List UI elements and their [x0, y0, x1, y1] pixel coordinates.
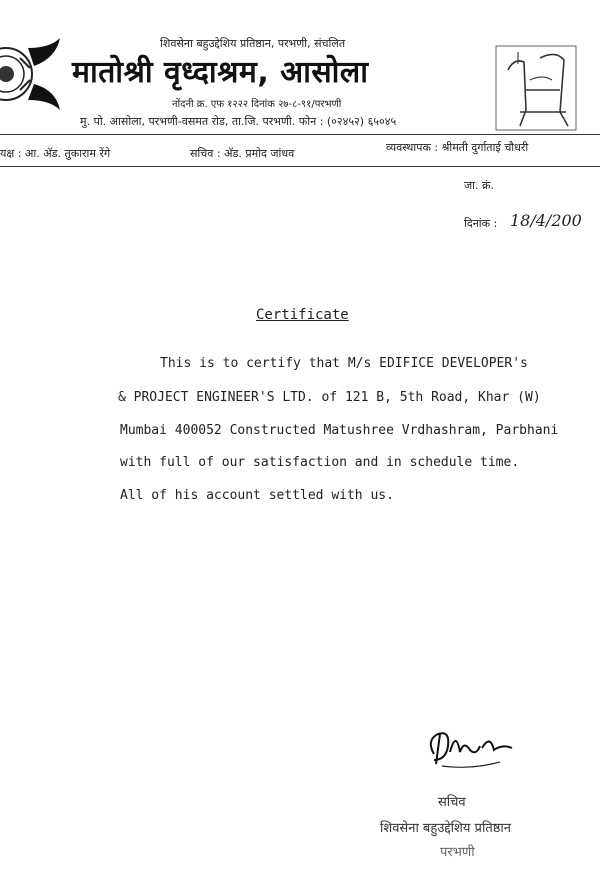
certificate-line-4: with full of our satisfaction and in schedule time. [120, 455, 520, 470]
signatory-org: शिवसेना बहुउद्देशिय प्रतिष्ठान [380, 821, 511, 836]
certificate-line-1: This is to certify that M/s EDIFICE DEVELOPER's [160, 356, 528, 371]
registration-line: नोंदनी क्र. एफ १२२२ दिनांक २७-८-९१/परभणी [172, 99, 342, 110]
header-divider-bottom [0, 166, 600, 167]
reference-label: जा. क्रं. [464, 179, 494, 192]
president-label: यक्ष : आ. अ‍ॅड. तुकाराम रेंगे [0, 147, 111, 160]
certificate-heading: Certificate [256, 307, 349, 323]
signatory-city: परभणी [440, 845, 475, 860]
signatory-role: सचिव [438, 795, 466, 810]
date-value: 18/4/200 [510, 211, 582, 230]
org-title: मातोश्री वृध्दाश्रम, आसोला [72, 55, 369, 90]
header-divider-top [0, 134, 600, 135]
secretary-label: सचिव : अ‍ॅड. प्रमोद जांधव [190, 147, 295, 160]
manager-label: व्यवस्थापक : श्रीमती दुर्गाताई चौधरी [386, 141, 529, 154]
certificate-line-2: & PROJECT ENGINEER'S LTD. of 121 B, 5th Road, Khar (W) [118, 390, 541, 405]
emblem-logo [0, 28, 62, 128]
certificate-line-5: All of his account settled with us. [120, 488, 394, 503]
address-line: मु. पो. आसोला, परभणी-वसमत रोड, ता.जि. परभणी. फोन : (०२४५२) ६५०४५ [80, 115, 397, 128]
chair-sketch-logo [490, 40, 582, 136]
date-label: दिनांक : [464, 217, 498, 230]
handwritten-signature [420, 720, 530, 780]
sponsor-line: शिवसेना बहुउद्देशिय प्रतिष्ठान, परभणी, संचलित [160, 37, 346, 50]
certificate-line-3: Mumbai 400052 Constructed Matushree Vrdhashram, Parbhani [120, 423, 559, 438]
